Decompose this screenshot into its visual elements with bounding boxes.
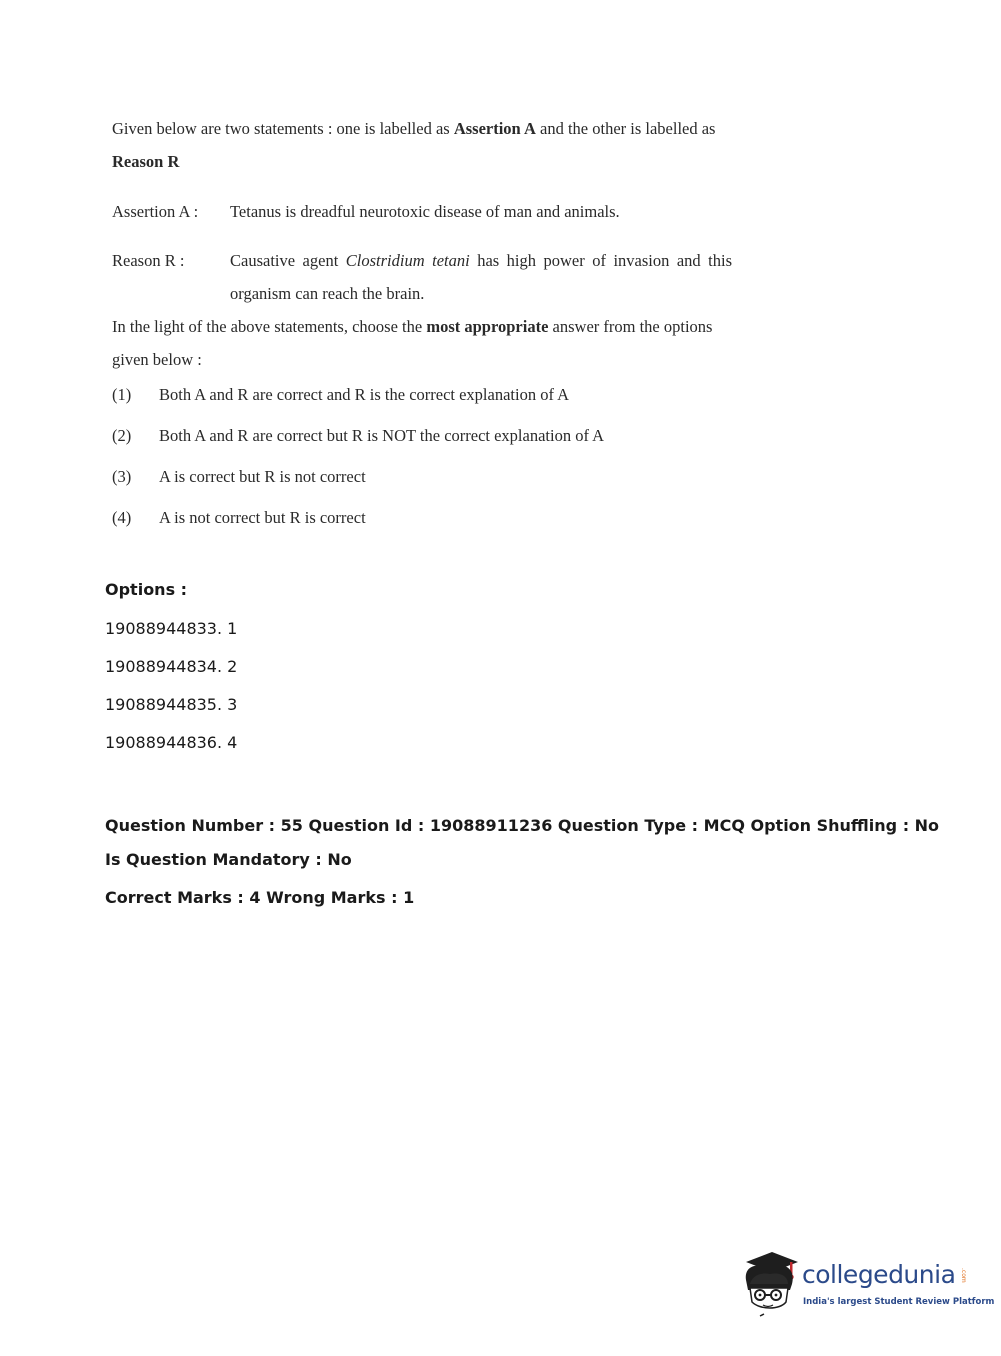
question-intro [112,112,732,178]
option-line: 19088944835. 3 [105,695,238,714]
logo-tagline: India's largest Student Review Platform [803,1297,995,1307]
intro-text-1: Given below are two statements : one is labelled as [112,119,454,138]
instruction-bold: most appropriate [426,317,549,336]
choice-item [112,505,732,531]
assertion-text: Tetanus is dreadful neurotoxic disease of man and animals. [230,202,620,221]
logo-com-suffix: .com [960,1268,967,1283]
reason-text-2: has high power of invasion and this organism can reach the brain. [230,251,732,303]
reason-text [230,244,732,310]
option-line: 19088944833. 1 [105,619,238,638]
logo-wordmark: collegedunia [802,1260,956,1289]
reason-italic: Clostridium tetani [345,251,470,270]
mascot-icon [740,1250,802,1320]
assertion-label: Assertion A : [112,202,199,221]
question-meta-line-1: Question Number : 55 Question Id : 19088911236 Question Type : MCQ Option Shuffling : No [105,816,940,835]
choice-number: (2) [112,426,132,445]
intro-bold-reason: Reason R [112,152,180,171]
options-heading: Options : [105,580,188,599]
reason-text-1: Causative agent [230,251,346,270]
choice-item [112,464,732,490]
reason-row [112,244,732,310]
choice-list [112,382,732,531]
choice-number: (3) [112,467,132,486]
question-image [112,112,732,531]
reason-label: Reason R : [112,251,185,270]
intro-text-2: and the other is labelled as [535,119,716,138]
choice-text: A is correct but R is not correct [159,467,366,486]
choice-number: (1) [112,385,132,404]
choice-item [112,423,732,449]
choice-text: A is not correct but R is correct [159,508,366,527]
instruction-text [112,310,732,376]
assertion-row [112,195,732,228]
choice-text: Both A and R are correct but R is NOT the correct explanation of A [159,426,605,445]
question-meta-line-2: Is Question Mandatory : No [105,850,352,869]
choice-item [112,382,732,408]
option-line: 19088944836. 4 [105,733,238,752]
question-meta-line-3: Correct Marks : 4 Wrong Marks : 1 [105,888,415,907]
choice-number: (4) [112,508,132,527]
instruction-text-1: In the light of the above statements, choose the [112,317,427,336]
option-line: 19088944834. 2 [105,657,238,676]
choice-text: Both A and R are correct and R is the correct explanation of A [159,385,570,404]
intro-bold-assertion: Assertion A [453,119,536,138]
instruction-text-2: answer from the options given below : [112,317,713,369]
collegedunia-logo [740,1250,995,1320]
